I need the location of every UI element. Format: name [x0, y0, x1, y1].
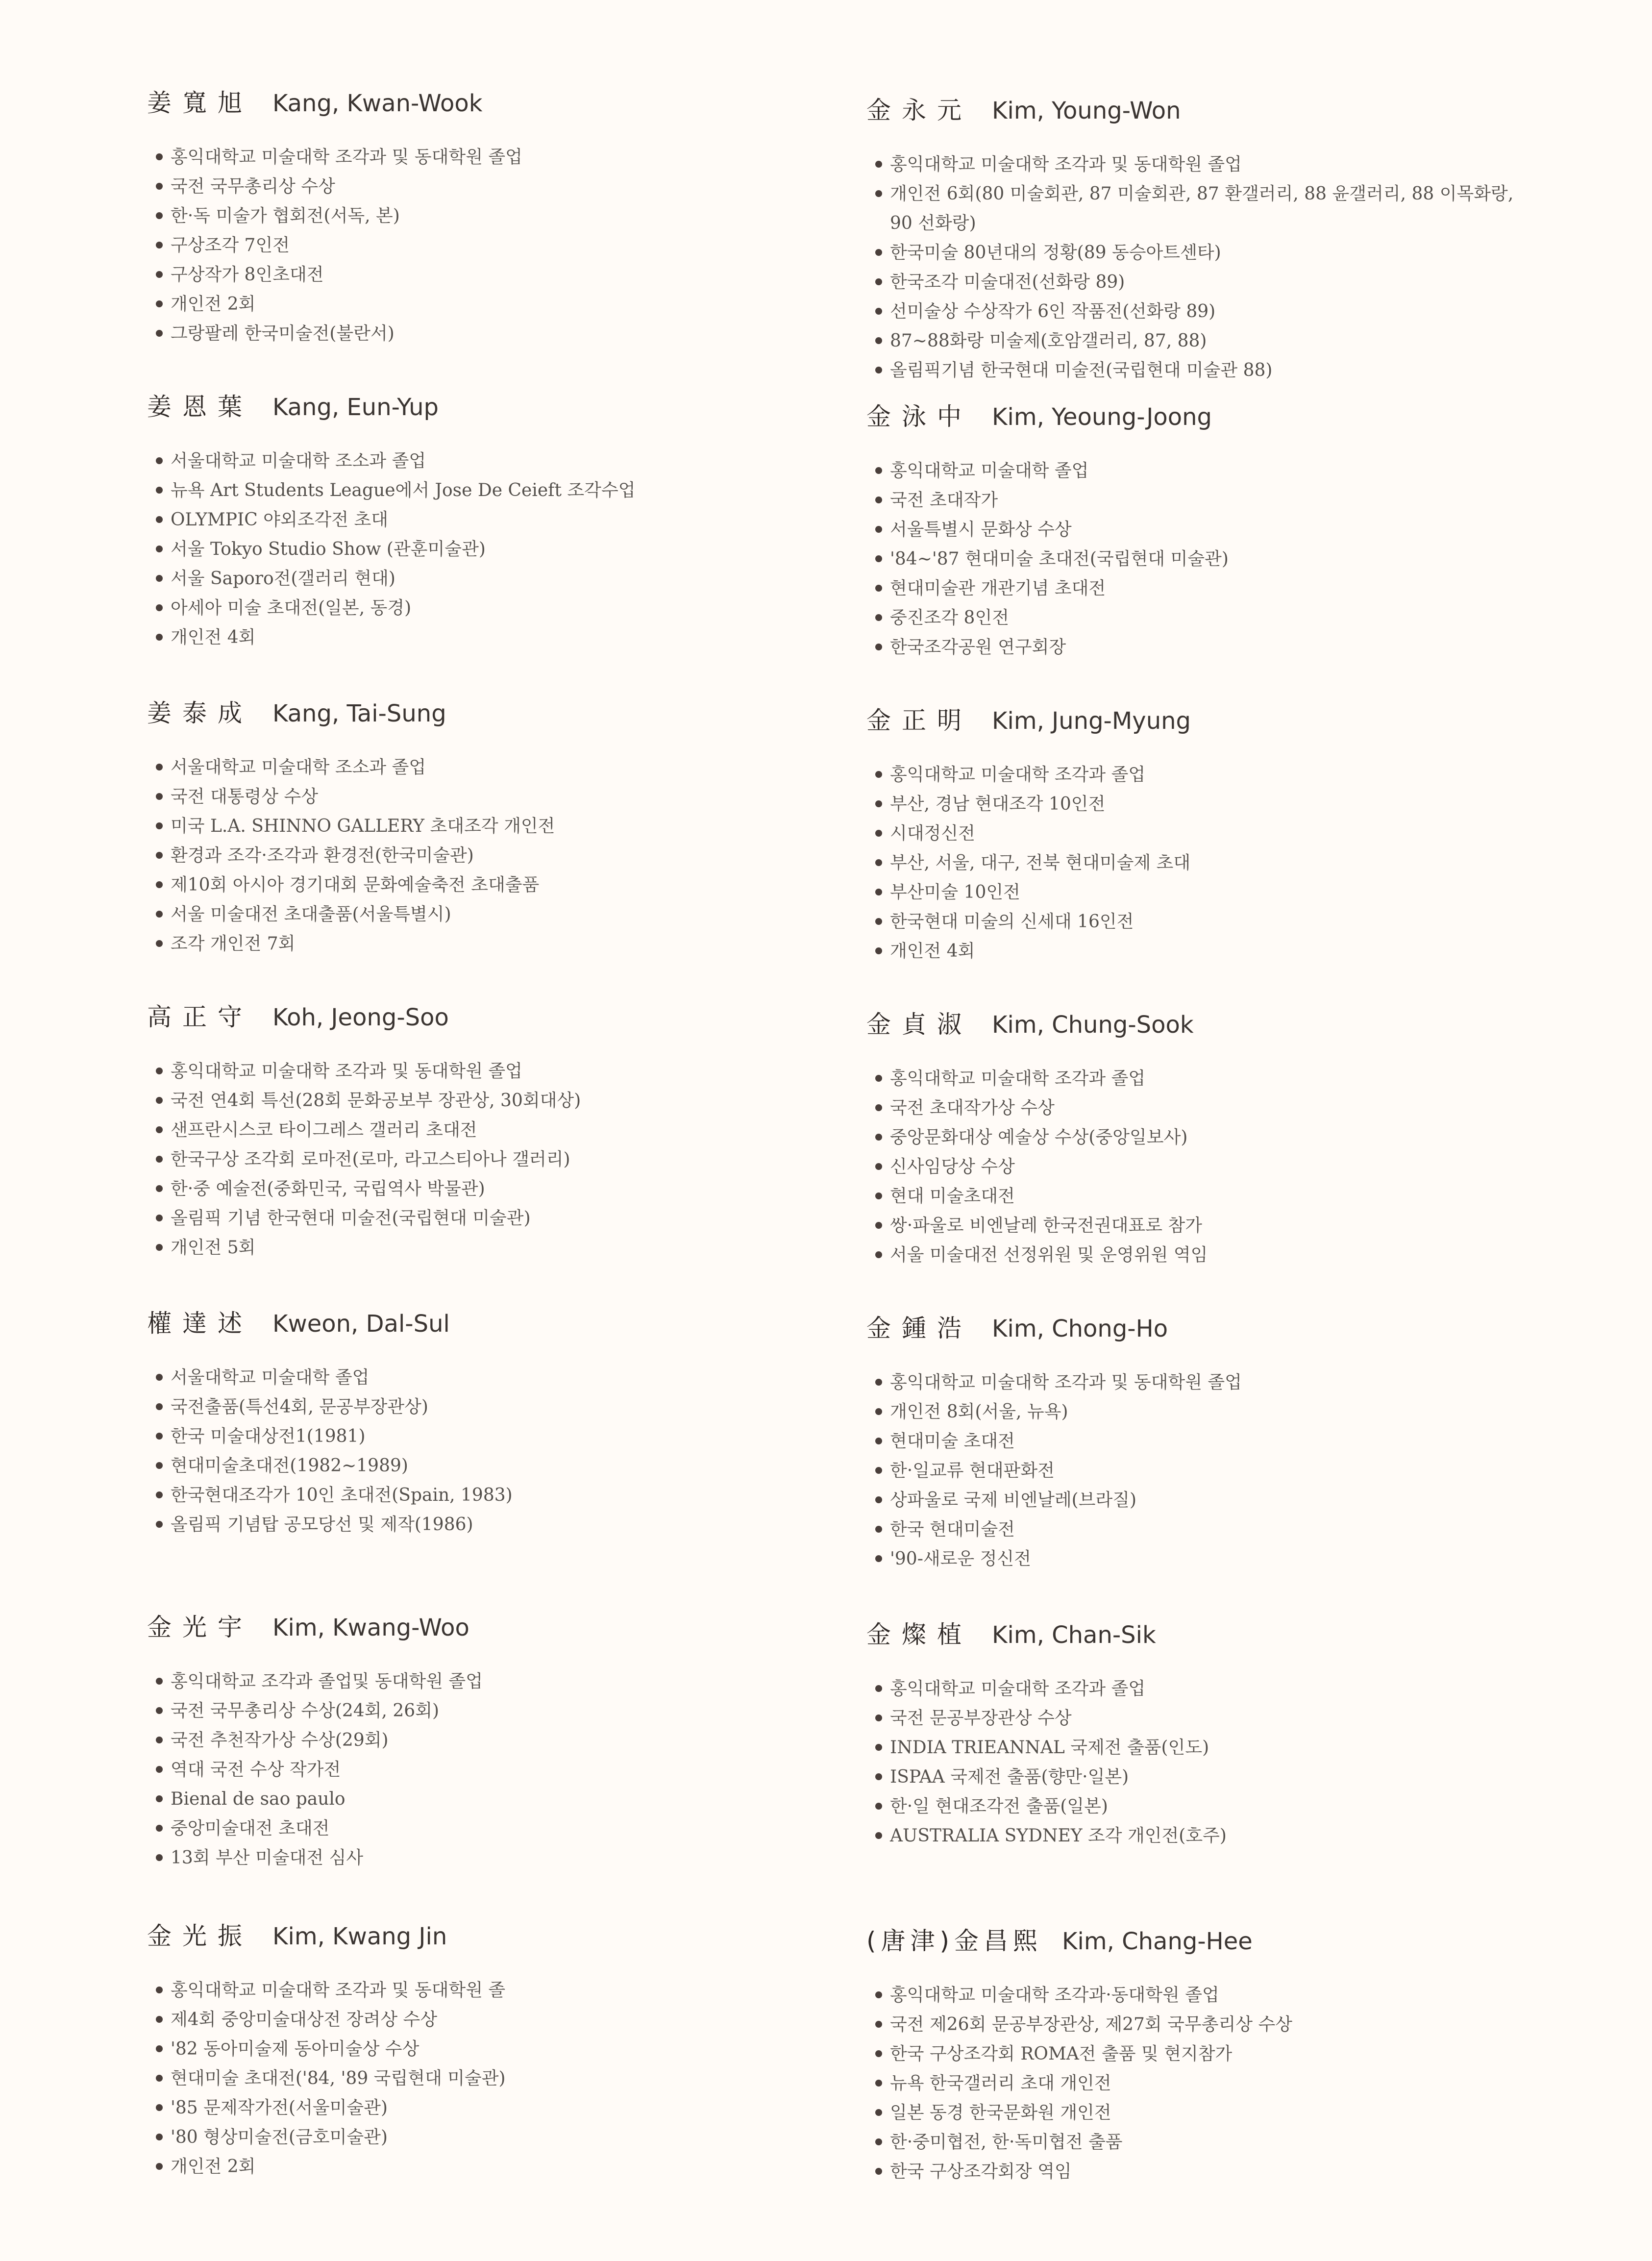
- career-item: 올림픽 기념탑 공모당선 및 제작(1986): [156, 1510, 823, 1540]
- artist-entry-koh-jeong-soo: [147, 1002, 823, 1263]
- career-list: [156, 753, 823, 959]
- career-item: '84~'87 현대미술 초대전(국립현대 미술관): [875, 545, 1543, 574]
- artist-name: [147, 698, 823, 728]
- career-item: '80 형상미술전(금호미술관): [156, 2123, 823, 2152]
- artist-entry-kang-tai-sung: [147, 698, 823, 959]
- career-item: 개인전 8회(서울, 뉴욕): [875, 1397, 1543, 1427]
- artist-entry-kim-kwang-jin: [147, 1921, 823, 2182]
- career-item: 일본 동경 한국문화원 개인전: [875, 2098, 1543, 2128]
- artist-name-roman: Kim, Chan-Sik: [992, 1621, 1156, 1649]
- career-item: 국전 문공부장관상 수상: [875, 1704, 1543, 1733]
- artist-name-roman: Kim, Chung-Sook: [992, 1011, 1194, 1039]
- career-item: 국전출품(특선4회, 문공부장관상): [156, 1392, 823, 1422]
- career-item: 구상작가 8인초대전: [156, 260, 823, 290]
- artist-name-roman: Kang, Tai-Sung: [272, 700, 446, 727]
- career-item: 개인전 6회(80 미술회관, 87 미술회관, 87 환갤러리, 88 윤갤러리, 88 이목화랑, 90 선화랑): [875, 179, 1543, 238]
- artist-name: [147, 1309, 823, 1339]
- career-list: [875, 1674, 1543, 1851]
- artist-name-hanja: 金光振: [147, 1922, 253, 1950]
- artist-entry-kim-jung-myung: [866, 706, 1543, 966]
- career-item: 국전 연4회 특선(28회 문화공보부 장관상, 30회대상): [156, 1086, 823, 1116]
- artist-name: [147, 1921, 823, 1951]
- career-item: 부산, 서울, 대구, 전북 현대미술제 초대: [875, 848, 1543, 878]
- career-item: 환경과 조각·조각과 환경전(한국미술관): [156, 841, 823, 870]
- career-item: 한·일교류 현대판화전: [875, 1456, 1543, 1486]
- career-item: 국전 국무총리상 수상: [156, 172, 823, 201]
- career-item: INDIA TRIEANNAL 국제전 출품(인도): [875, 1733, 1543, 1763]
- artist-name-hanja: 金光宇: [147, 1613, 253, 1641]
- career-item: 신사임당상 수상: [875, 1152, 1543, 1182]
- career-item: 아세아 미술 초대전(일본, 동경): [156, 594, 823, 623]
- career-item: 개인전 2회: [156, 2152, 823, 2182]
- artist-entry-kim-chung-sook: [866, 1010, 1543, 1270]
- career-item: 미국 L.A. SHINNO GALLERY 초대조각 개인전: [156, 812, 823, 841]
- career-list: [156, 1976, 823, 2182]
- career-item: 국전 초대작가: [875, 486, 1543, 515]
- artist-name-roman: Kim, Chang-Hee: [1062, 1928, 1253, 1955]
- artist-name: [866, 402, 1543, 432]
- career-item: 부산, 경남 현대조각 10인전: [875, 790, 1543, 819]
- career-list: [156, 1363, 823, 1540]
- career-item: 홍익대학교 미술대학 조각과 및 동대학원 졸업: [875, 150, 1543, 179]
- career-item: 현대미술 초대전: [875, 1427, 1543, 1456]
- career-list: [875, 760, 1543, 966]
- career-item: 홍익대학교 미술대학 졸업: [875, 456, 1543, 486]
- career-item: 한·중미협전, 한·독미협전 출품: [875, 2128, 1543, 2157]
- career-item: 한국 미술대상전1(1981): [156, 1422, 823, 1451]
- career-item: 홍익대학교 미술대학 조각과 및 동대학원 졸업: [156, 1057, 823, 1086]
- artist-entry-kang-eun-yup: [147, 392, 823, 652]
- career-item: 국전 추천작가상 수상(29회): [156, 1726, 823, 1755]
- artist-entry-kim-young-won: [866, 96, 1543, 385]
- career-item: 부산미술 10인전: [875, 878, 1543, 907]
- artist-name: [866, 706, 1543, 736]
- career-item: '82 동아미술제 동아미술상 수상: [156, 2035, 823, 2064]
- artist-name-roman: Kang, Eun-Yup: [272, 394, 439, 421]
- career-item: 한국 구상조각회 ROMA전 출품 및 현지참가: [875, 2039, 1543, 2069]
- career-list: [156, 143, 823, 348]
- career-item: 한국조각공원 연구회장: [875, 633, 1543, 662]
- artist-name: [147, 392, 823, 422]
- career-item: 한·독 미술가 협회전(서독, 본): [156, 201, 823, 231]
- artist-name-roman: Kweon, Dal-Sul: [272, 1310, 450, 1338]
- career-item: 올림픽 기념 한국현대 미술전(국립현대 미술관): [156, 1204, 823, 1233]
- career-item: ISPAA 국제전 출품(향만·일본): [875, 1763, 1543, 1792]
- artist-name: [866, 1010, 1543, 1040]
- career-item: 상파울로 국제 비엔날레(브라질): [875, 1486, 1543, 1515]
- career-item: 중앙미술대전 초대전: [156, 1814, 823, 1843]
- artist-name-roman: Kim, Yeoung-Joong: [992, 403, 1212, 431]
- artist-entry-kim-kwang-woo: [147, 1613, 823, 1873]
- artist-name: [147, 1002, 823, 1032]
- artist-name-roman: Koh, Jeong-Soo: [272, 1004, 449, 1031]
- career-item: 뉴욕 한국갤러리 초대 개인전: [875, 2069, 1543, 2098]
- artist-name-hanja: 金燦植: [866, 1620, 972, 1649]
- career-item: 쌍·파울로 비엔날레 한국전권대표로 참가: [875, 1211, 1543, 1241]
- career-item: 중앙문화대상 예술상 수상(중앙일보사): [875, 1123, 1543, 1152]
- career-item: 한국현대 미술의 신세대 16인전: [875, 907, 1543, 937]
- artist-name-roman: Kang, Kwan-Wook: [272, 90, 483, 117]
- career-item: 한국 현대미술전: [875, 1515, 1543, 1544]
- career-item: 서울특별시 문화상 수상: [875, 515, 1543, 545]
- career-item: 올림픽기념 한국현대 미술전(국립현대 미술관 88): [875, 356, 1543, 385]
- artist-entry-kim-chong-ho: [866, 1314, 1543, 1574]
- career-item: 제4회 중앙미술대상전 장려상 수상: [156, 2005, 823, 2035]
- career-item: 한국 구상조각회장 역임: [875, 2157, 1543, 2186]
- career-item: 한국조각 미술대전(선화랑 89): [875, 268, 1543, 297]
- career-item: 선미술상 수상작가 6인 작품전(선화랑 89): [875, 297, 1543, 326]
- artist-name-hanja: 金鍾浩: [866, 1314, 972, 1342]
- artist-name-roman: Kim, Kwang Jin: [272, 1923, 447, 1950]
- career-item: 한국구상 조각회 로마전(로마, 라고스티아나 갤러리): [156, 1145, 823, 1174]
- artist-name: [866, 1620, 1543, 1650]
- artist-name-hanja: 金貞淑: [866, 1010, 972, 1039]
- career-item: 서울 미술대전 선정위원 및 운영위원 역임: [875, 1241, 1543, 1270]
- career-item: 홍익대학교 미술대학 조각과 졸업: [875, 1674, 1543, 1704]
- career-item: 국전 제26회 문공부장관상, 제27회 국무총리상 수상: [875, 2010, 1543, 2039]
- career-item: 87~88화랑 미술제(호암갤러리, 87, 88): [875, 326, 1543, 356]
- career-item: 서울대학교 미술대학 조소과 졸업: [156, 447, 823, 476]
- career-item: 뉴욕 Art Students League에서 Jose De Ceieft 조각수업: [156, 476, 823, 505]
- artist-name: [147, 88, 823, 118]
- artist-name-roman: Kim, Young-Won: [992, 97, 1181, 124]
- career-item: 국전 국무총리상 수상(24회, 26회): [156, 1696, 823, 1726]
- career-item: 서울 미술대전 초대출품(서울특별시): [156, 900, 823, 929]
- career-item: 국전 초대작가상 수상: [875, 1093, 1543, 1123]
- artist-entry-kang-kwan-wook: [147, 88, 823, 348]
- career-item: 홍익대학교 조각과 졸업및 동대학원 졸업: [156, 1667, 823, 1696]
- career-item: 현대미술관 개관기념 초대전: [875, 574, 1543, 603]
- career-item: 홍익대학교 미술대학 조각과 졸업: [875, 1064, 1543, 1093]
- career-item: 서울 Saporo전(갤러리 현대): [156, 564, 823, 594]
- career-item: 현대미술초대전(1982~1989): [156, 1451, 823, 1481]
- career-item: OLYMPIC 야외조각전 초대: [156, 505, 823, 535]
- artist-name: [866, 1926, 1543, 1956]
- artist-name-hanja: 金泳中: [866, 402, 972, 431]
- artist-name: [147, 1613, 823, 1642]
- career-item: 홍익대학교 미술대학 조각과 및 동대학원 졸업: [875, 1368, 1543, 1397]
- career-list: [875, 1368, 1543, 1574]
- career-item: 홍익대학교 미술대학 조각과·동대학원 졸업: [875, 1981, 1543, 2010]
- career-list: [156, 1667, 823, 1873]
- artist-name-roman: Kim, Kwang-Woo: [272, 1614, 469, 1641]
- artist-entry-kweon-dal-sul: [147, 1309, 823, 1540]
- career-item: 한국미술 80년대의 정황(89 동승아트센타): [875, 238, 1543, 268]
- career-item: 제10회 아시아 경기대회 문화예술축전 초대출품: [156, 870, 823, 900]
- career-item: Bienal de sao paulo: [156, 1785, 823, 1814]
- career-item: 샌프란시스코 타이그레스 갤러리 초대전: [156, 1116, 823, 1145]
- career-item: 조각 개인전 7회: [156, 929, 823, 959]
- artist-name-hanja: 高正守: [147, 1003, 253, 1031]
- artist-name-hanja: 姜泰成: [147, 699, 253, 727]
- career-item: 홍익대학교 미술대학 조각과 및 동대학원 졸: [156, 1976, 823, 2005]
- career-item: 13회 부산 미술대전 심사: [156, 1843, 823, 1873]
- career-item: 개인전 4회: [875, 937, 1543, 966]
- career-item: '90-새로운 정신전: [875, 1544, 1543, 1574]
- career-item: 현대 미술초대전: [875, 1182, 1543, 1211]
- career-item: 중진조각 8인전: [875, 603, 1543, 633]
- career-list: [156, 1057, 823, 1263]
- career-list: [875, 150, 1543, 385]
- artist-entry-kim-chang-hee: [866, 1926, 1543, 2186]
- career-list: [875, 1064, 1543, 1270]
- career-list: [875, 1981, 1543, 2186]
- artist-name-roman: Kim, Jung-Myung: [992, 707, 1191, 735]
- artist-name: [866, 96, 1543, 125]
- career-item: 한국현대조각가 10인 초대전(Spain, 1983): [156, 1481, 823, 1510]
- artist-name-hanja: 姜寬旭: [147, 89, 253, 117]
- artist-name-hanja: (唐津)金昌熙: [866, 1927, 1043, 1955]
- artist-name-hanja: 金正明: [866, 706, 972, 735]
- career-item: AUSTRALIA SYDNEY 조각 개인전(호주): [875, 1821, 1543, 1851]
- artist-name: [866, 1314, 1543, 1343]
- career-item: 서울 Tokyo Studio Show (관훈미술관): [156, 535, 823, 564]
- career-item: 구상조각 7인전: [156, 231, 823, 260]
- career-list: [156, 447, 823, 652]
- career-item: 개인전 2회: [156, 290, 823, 319]
- career-item: 그랑팔레 한국미술전(불란서): [156, 319, 823, 348]
- career-item: 역대 국전 수상 작가전: [156, 1755, 823, 1785]
- artist-name-hanja: 金永元: [866, 96, 972, 124]
- artist-name-roman: Kim, Chong-Ho: [992, 1315, 1168, 1342]
- career-item: 홍익대학교 미술대학 조각과 및 동대학원 졸업: [156, 143, 823, 172]
- artist-name-hanja: 姜恩葉: [147, 393, 253, 421]
- career-item: 국전 대통령상 수상: [156, 782, 823, 812]
- career-item: 현대미술 초대전('84, '89 국립현대 미술관): [156, 2064, 823, 2093]
- artist-entry-kim-chan-sik: [866, 1620, 1543, 1851]
- artist-entry-kim-yeoung-joong: [866, 402, 1543, 662]
- career-item: 홍익대학교 미술대학 조각과 졸업: [875, 760, 1543, 790]
- career-item: 시대정신전: [875, 819, 1543, 848]
- career-item: 개인전 4회: [156, 623, 823, 652]
- career-item: 서울대학교 미술대학 졸업: [156, 1363, 823, 1392]
- career-item: '85 문제작가전(서울미술관): [156, 2093, 823, 2123]
- career-item: 한·일 현대조각전 출품(일본): [875, 1792, 1543, 1821]
- career-item: 서울대학교 미술대학 조소과 졸업: [156, 753, 823, 782]
- career-item: 개인전 5회: [156, 1233, 823, 1263]
- artist-name-hanja: 權達述: [147, 1309, 253, 1338]
- career-list: [875, 456, 1543, 662]
- career-item: 한·중 예술전(중화민국, 국립역사 박물관): [156, 1174, 823, 1204]
